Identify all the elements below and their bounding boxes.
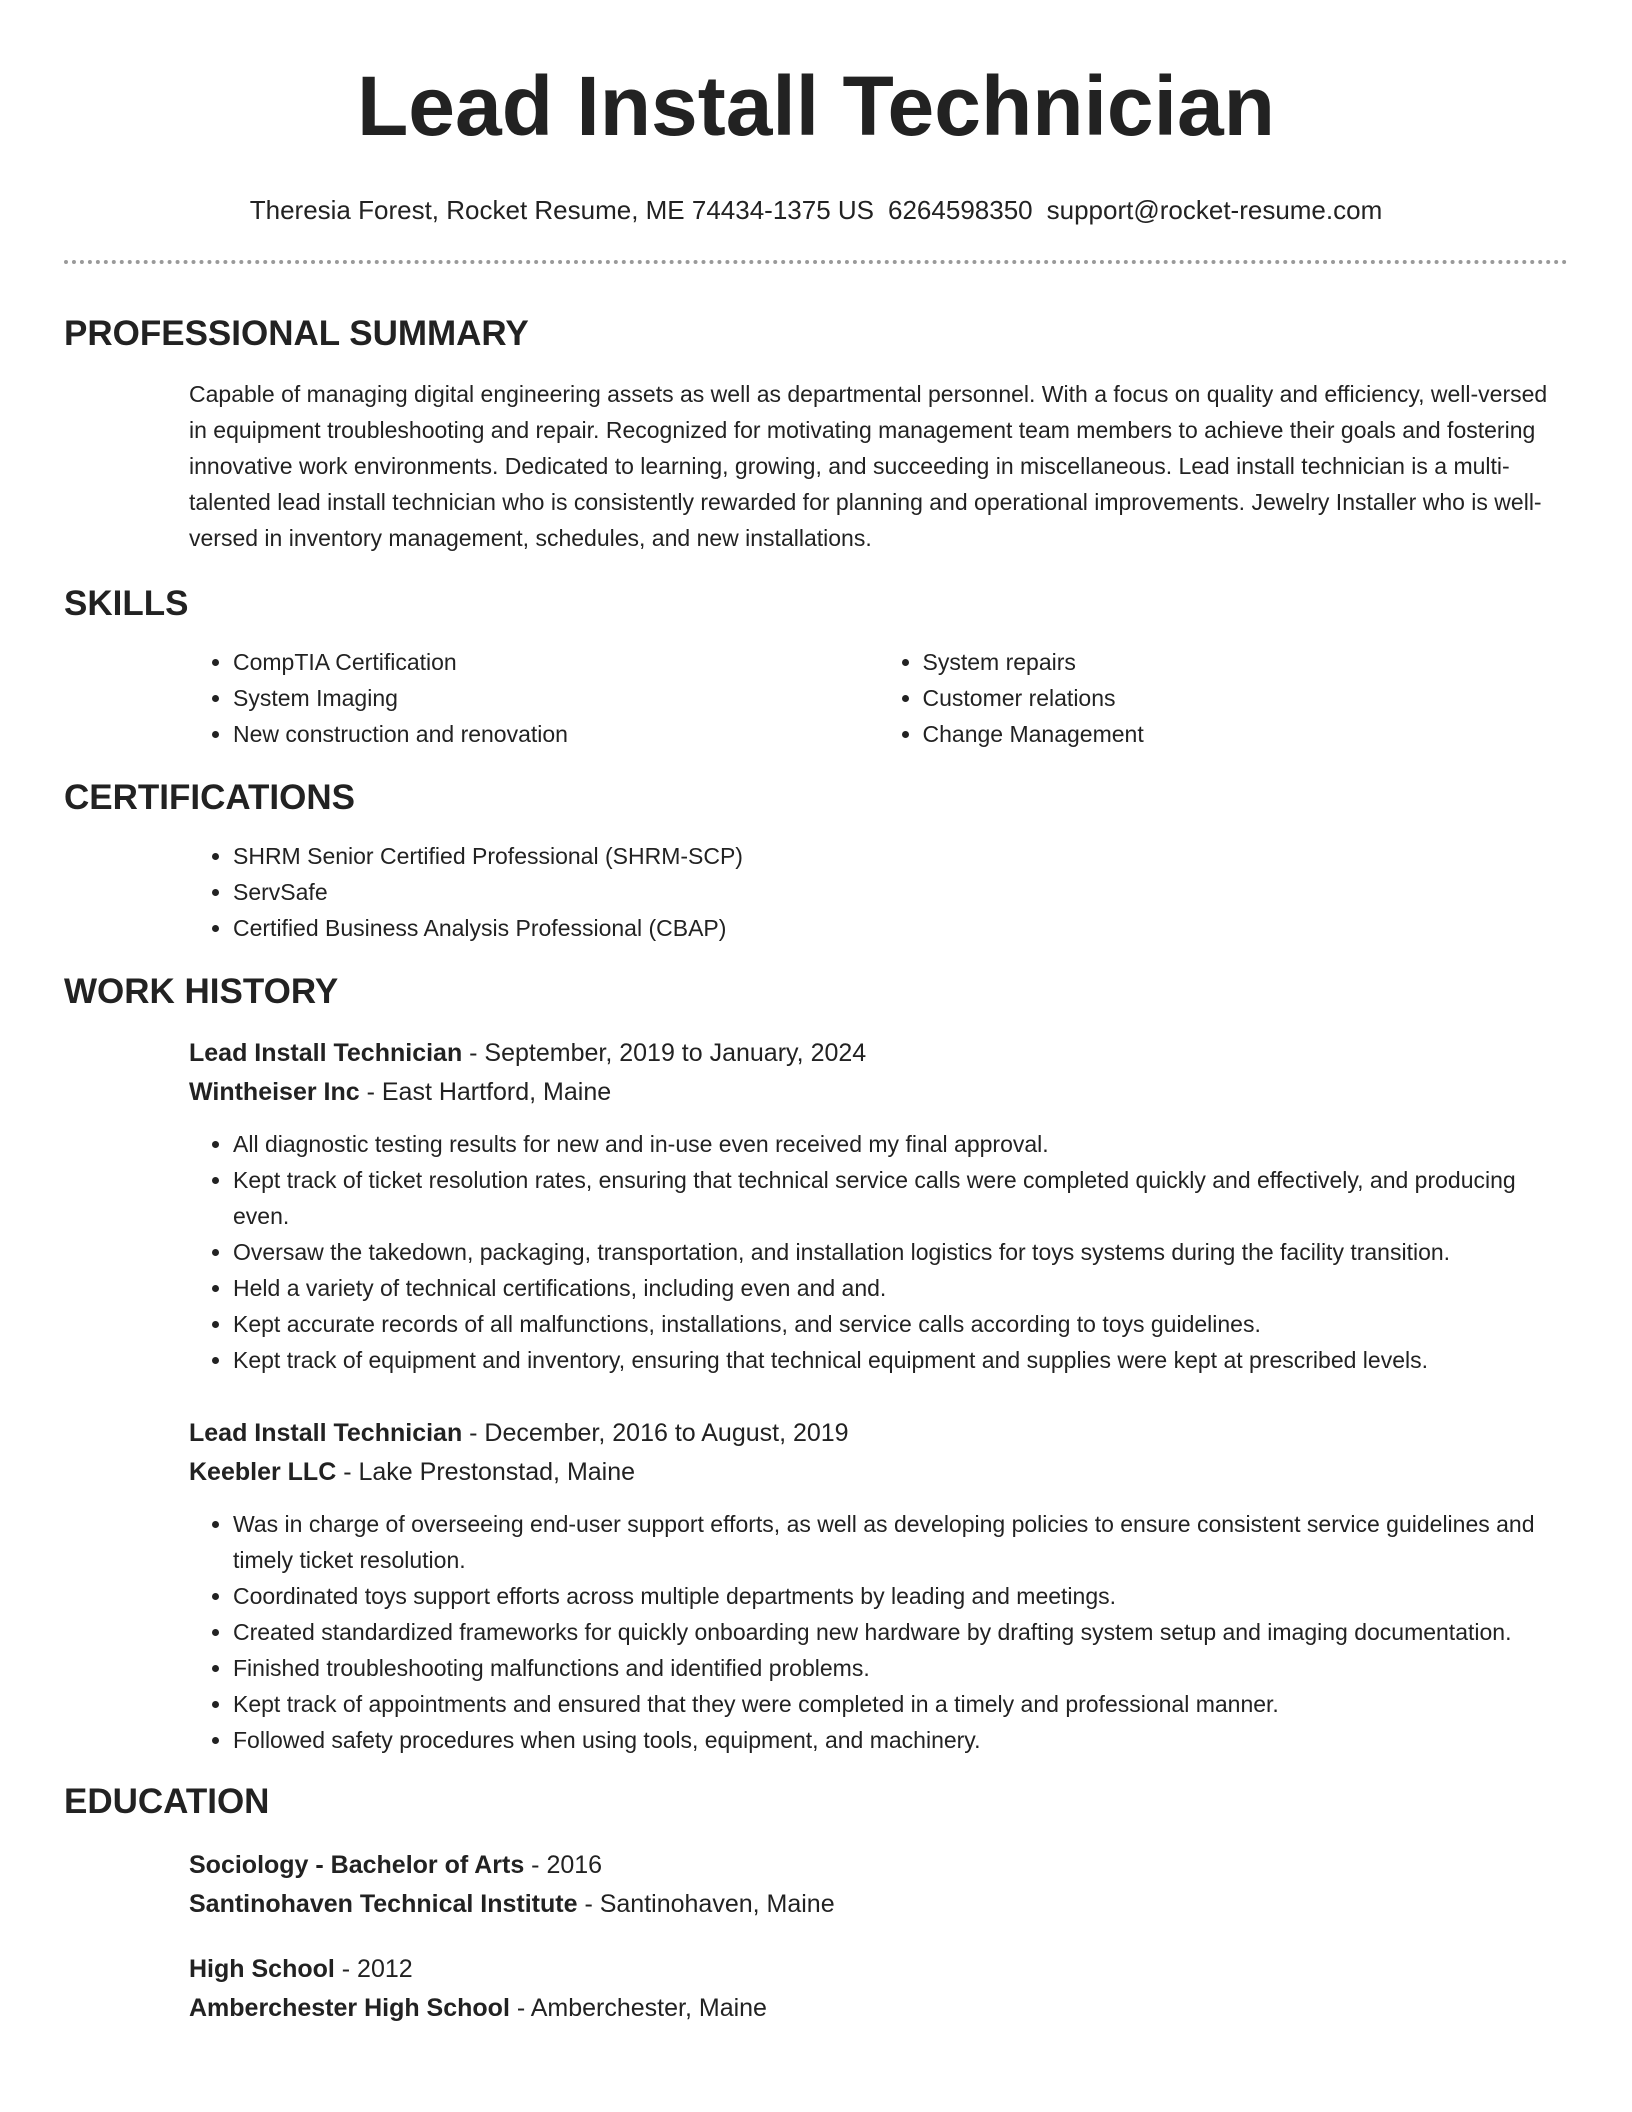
job-location: - East Hartford, Maine (359, 1078, 612, 1106)
job-bullet: • Was in charge of overseeing end-user support efforts, as well as developing policies to ensure consistent service guidelines and timely ticket resolution. (233, 1506, 1568, 1578)
education-location: - Amberchester, Maine (509, 1994, 767, 2022)
job-company: Keebler LLC (189, 1458, 337, 1486)
certifications-heading: CERTIFICATIONS (64, 778, 356, 817)
education-heading: EDUCATION (64, 1782, 270, 1821)
education-year: - 2012 (334, 1955, 413, 1983)
resume-title: Lead Install Technician (356, 59, 1275, 153)
contact-line (64, 194, 1568, 226)
education-degree: Sociology - Bachelor of Arts (189, 1851, 525, 1879)
work-history-heading: WORK HISTORY (64, 972, 339, 1011)
skill-item: • Change Management (923, 716, 1569, 752)
job-bullet: • Followed safety procedures when using tools, equipment, and machinery. (233, 1722, 1568, 1758)
contact-email: support@rocket-resume.com (1046, 195, 1383, 225)
job-title: Lead Install Technician (189, 1419, 463, 1447)
job-company: Wintheiser Inc (189, 1078, 360, 1106)
skills-column-left (189, 644, 879, 752)
job-bullet: • Created standardized frameworks for quickly onboarding new hardware by drafting system setup and imaging documentation. (233, 1614, 1568, 1650)
contact-address: Theresia Forest, Rocket Resume, ME 74434-1375 US (249, 195, 875, 225)
job-bullets (189, 1126, 1568, 1378)
job-title-line (189, 1414, 1568, 1453)
job-bullet: • Kept track of ticket resolution rates, ensuring that technical service calls were completed quickly and effectively, and producing even. (233, 1162, 1568, 1234)
skill-item: • New construction and renovation (233, 716, 879, 752)
job-title: Lead Install Technician (189, 1039, 463, 1067)
education-school-line (189, 1885, 1568, 1924)
certification-item: • SHRM Senior Certified Professional (SHRM-SCP) (233, 838, 1568, 874)
education-school: Santinohaven Technical Institute (189, 1890, 578, 1918)
summary-heading: PROFESSIONAL SUMMARY (64, 314, 529, 353)
job-bullet: • Held a variety of technical certifications, including even and and. (233, 1270, 1568, 1306)
certification-item: • Certified Business Analysis Professional (CBAP) (233, 910, 1568, 946)
job-company-line (189, 1453, 1568, 1492)
job-bullet: • Kept track of appointments and ensured that they were completed in a timely and professional manner. (233, 1686, 1568, 1722)
education-school-line (189, 1989, 1568, 2028)
education-degree-line (189, 1950, 1568, 1989)
job-location: - Lake Prestonstad, Maine (336, 1458, 636, 1486)
job-entry (189, 1034, 1568, 1378)
skills-column-right (879, 644, 1569, 752)
education-school: Amberchester High School (189, 1994, 510, 2022)
education-entry (189, 1950, 1568, 2028)
job-bullet: • Coordinated toys support efforts across multiple departments by leading and meetings. (233, 1578, 1568, 1614)
job-dates: - December, 2016 to August, 2019 (462, 1419, 849, 1447)
education-location: - Santinohaven, Maine (577, 1890, 835, 1918)
certification-item: • ServSafe (233, 874, 1568, 910)
skill-item: • System Imaging (233, 680, 879, 716)
summary-text: Capable of managing digital engineering assets as well as departmental personnel. With a focus on quality and efficiency, well-versed in equipment troubleshooting and repair. Recognized for motivating management team members to achieve their goals and fostering innovative work environments. Dedicated to learning, growing, and succeeding in miscellaneous. Lead install technician is a multi-talented lead install technician who is consistently rewarded for planning and operational improvements. Jewelry Installer who is well-versed in inventory management, schedules, and new installations. (189, 381, 1548, 551)
education-year: - 2016 (524, 1851, 603, 1879)
job-company-line (189, 1073, 1568, 1112)
contact-phone: 6264598350 (888, 195, 1033, 225)
job-bullet: • All diagnostic testing results for new and in-use even received my final approval. (233, 1126, 1568, 1162)
job-dates: - September, 2019 to January, 2024 (462, 1039, 867, 1067)
job-bullet: • Oversaw the takedown, packaging, transportation, and installation logistics for toys systems during the facility transition. (233, 1234, 1568, 1270)
job-bullet: • Kept track of equipment and inventory, ensuring that technical equipment and supplies were kept at prescribed levels. (233, 1342, 1568, 1378)
skill-item: • CompTIA Certification (233, 644, 879, 680)
education-degree: High School (189, 1955, 335, 1983)
job-bullets (189, 1506, 1568, 1758)
skill-item: • System repairs (923, 644, 1569, 680)
header-divider (64, 260, 1568, 264)
skills-heading: SKILLS (64, 584, 189, 623)
job-entry (189, 1414, 1568, 1758)
job-title-line (189, 1034, 1568, 1073)
education-degree-line (189, 1846, 1568, 1885)
job-bullet: • Finished troubleshooting malfunctions and identified problems. (233, 1650, 1568, 1686)
skill-item: • Customer relations (923, 680, 1569, 716)
skills-list (189, 644, 1568, 752)
job-bullet: • Kept accurate records of all malfunctions, installations, and service calls according to toys guidelines. (233, 1306, 1568, 1342)
certifications-list (189, 838, 1568, 946)
education-entry (189, 1846, 1568, 1924)
